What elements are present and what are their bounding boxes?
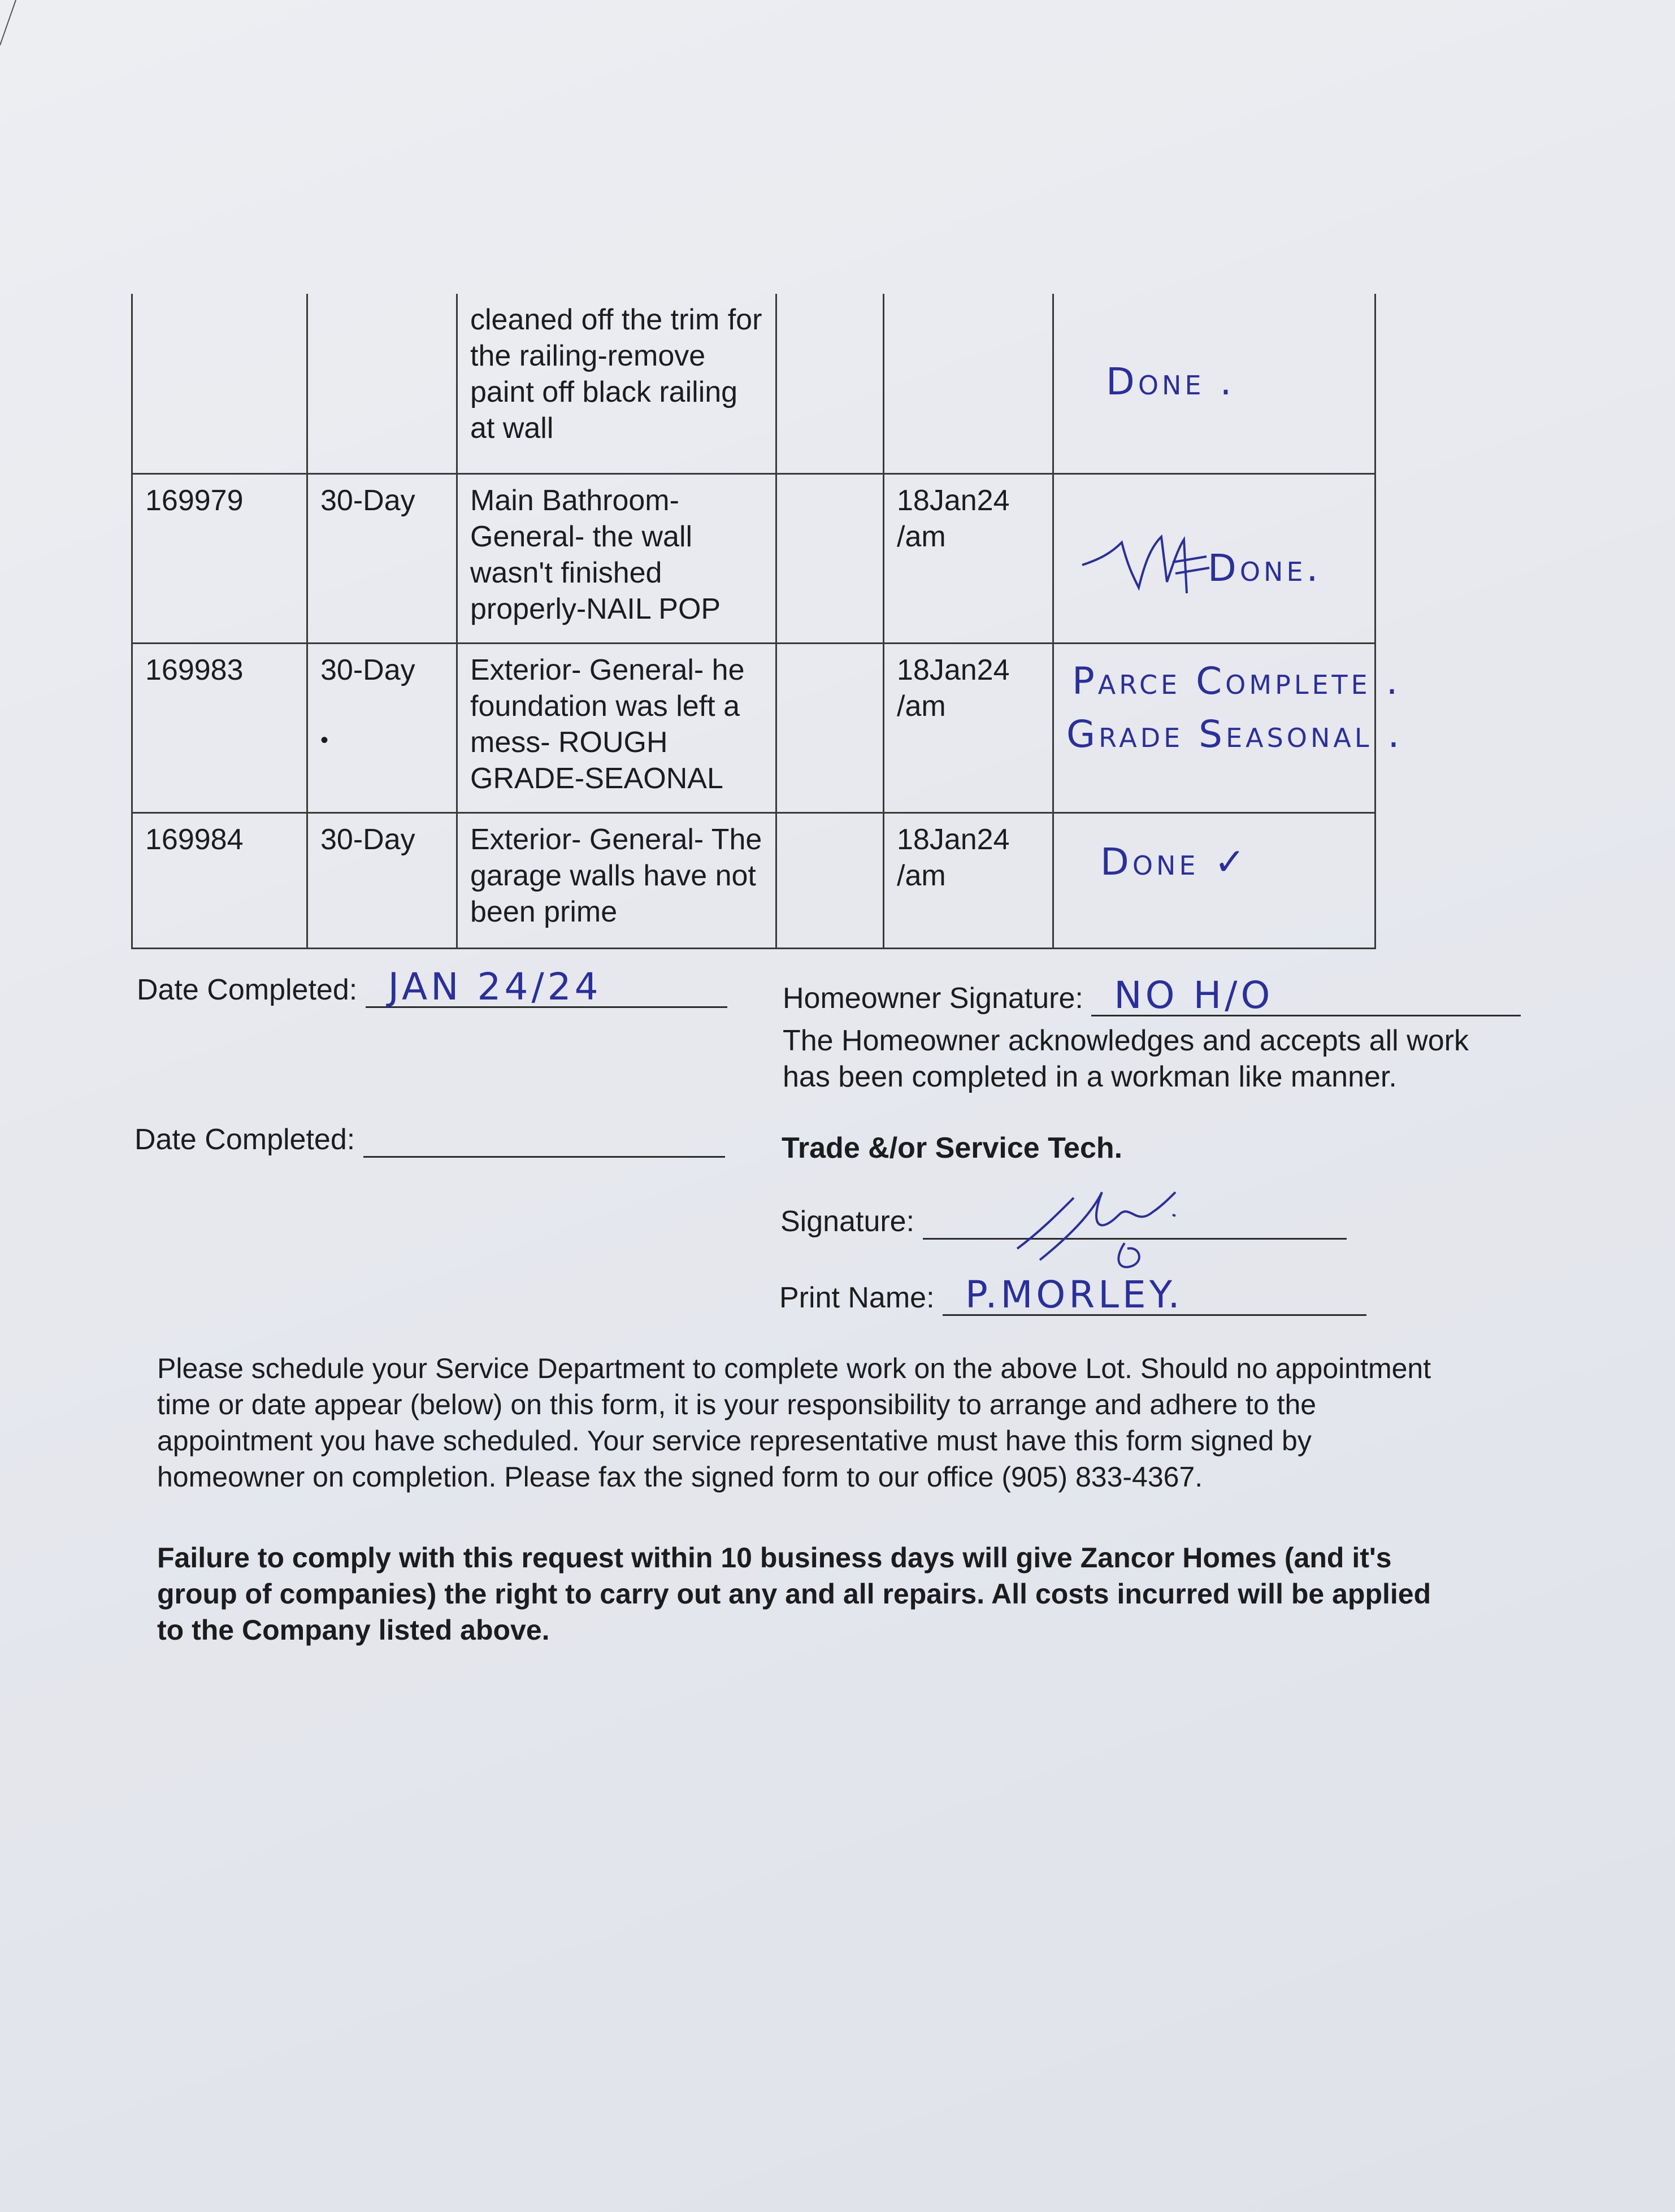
work-order-id-cell: 169984 bbox=[132, 812, 307, 948]
table-row bbox=[132, 643, 1375, 812]
blank-cell bbox=[776, 643, 884, 812]
blank-cell bbox=[776, 812, 884, 948]
tech-signature-scribble bbox=[1006, 1181, 1198, 1277]
signature-label: Signature: bbox=[780, 1205, 915, 1238]
table-row bbox=[132, 473, 1375, 643]
work-order-id-cell bbox=[132, 294, 307, 473]
homeowner-acknowledgement: The Homeowner acknowledges and accepts all work has been completed in a workman like manner. bbox=[783, 1024, 1469, 1093]
instructions-paragraph: Please schedule your Service Department to complete work on the above Lot. Should no appointment time or date appear (below) on this form, it is your responsibility to arrange and adhere to the appointment you have scheduled. Your service representative must have this form signed by homeowner on completion. Please fax the signed form to our office (905) 833-4367. bbox=[157, 1353, 1431, 1493]
blank-cell bbox=[776, 294, 884, 473]
date-completed-line[interactable] bbox=[363, 1122, 725, 1158]
appointment-date-cell: 18Jan24 /am bbox=[884, 812, 1053, 948]
print-name-value: P.MORLEY. bbox=[965, 1273, 1183, 1316]
work-type-cell: 30-Day • bbox=[307, 643, 457, 812]
date-completed-field bbox=[137, 965, 727, 1009]
table-row bbox=[132, 294, 1375, 473]
appointment-date-cell bbox=[884, 294, 1053, 473]
work-type-cell: 30-Day bbox=[307, 812, 457, 948]
blank-cell bbox=[776, 473, 884, 643]
handwritten-status: Done. bbox=[1208, 546, 1322, 590]
work-type-label: 30-Day bbox=[320, 653, 415, 686]
warning-paragraph: Failure to comply with this request within 10 business days will give Zancor Homes (and it's group of companies) the right to carry out any and all repairs. All costs incurred will be applied to the Company listed above. bbox=[157, 1542, 1431, 1646]
status-cell bbox=[1053, 812, 1375, 948]
handwritten-status: Done ✓ bbox=[1100, 840, 1249, 884]
homeowner-signature-value: NO H/O bbox=[1114, 974, 1274, 1017]
trade-heading: Trade &/or Service Tech. bbox=[782, 1132, 1123, 1164]
initials-scribble bbox=[1077, 531, 1223, 599]
table-row bbox=[132, 812, 1375, 948]
homeowner-signature-label: Homeowner Signature: bbox=[783, 982, 1083, 1015]
work-items-table bbox=[131, 294, 1403, 949]
work-order-id-cell: 169983 bbox=[132, 643, 307, 812]
date-completed-line[interactable] bbox=[366, 965, 727, 1009]
date-completed-label: Date Completed: bbox=[137, 974, 358, 1006]
print-name-field bbox=[779, 1273, 1366, 1316]
handwritten-status: Done . bbox=[1106, 360, 1235, 403]
status-cell bbox=[1053, 294, 1375, 473]
status-cell bbox=[1053, 643, 1403, 812]
handwritten-status: Parce Complete . bbox=[1072, 659, 1401, 703]
date-completed-value: JAN 24/24 bbox=[388, 965, 602, 1009]
print-name-line[interactable] bbox=[943, 1273, 1366, 1316]
date-completed-label: Date Completed: bbox=[134, 1123, 355, 1156]
work-type-cell: 30-Day bbox=[307, 473, 457, 643]
description-cell: cleaned off the trim for the railing-remove paint off black railing at wall bbox=[457, 294, 776, 473]
appointment-date-cell: 18Jan24 /am bbox=[884, 643, 1053, 812]
work-type-cell bbox=[307, 294, 457, 473]
handwritten-status: Grade Seasonal . bbox=[1066, 712, 1403, 756]
status-cell bbox=[1053, 473, 1375, 643]
work-order-id-cell: 169979 bbox=[132, 473, 307, 643]
print-name-label: Print Name: bbox=[779, 1281, 935, 1314]
description-cell: Main Bathroom- General- the wall wasn't finished properly-NAIL POP bbox=[457, 473, 776, 643]
homeowner-signature-field bbox=[783, 974, 1521, 1017]
date-completed-field-2 bbox=[134, 1122, 725, 1158]
appointment-date-cell: 18Jan24 /am bbox=[884, 473, 1053, 643]
description-cell: Exterior- General- The garage walls have not been prime bbox=[457, 812, 776, 948]
homeowner-signature-line[interactable] bbox=[1091, 974, 1521, 1017]
page-corner-edge bbox=[0, 0, 23, 51]
description-cell: Exterior- General- he foundation was left a mess- ROUGH GRADE-SEAONAL bbox=[457, 643, 776, 812]
